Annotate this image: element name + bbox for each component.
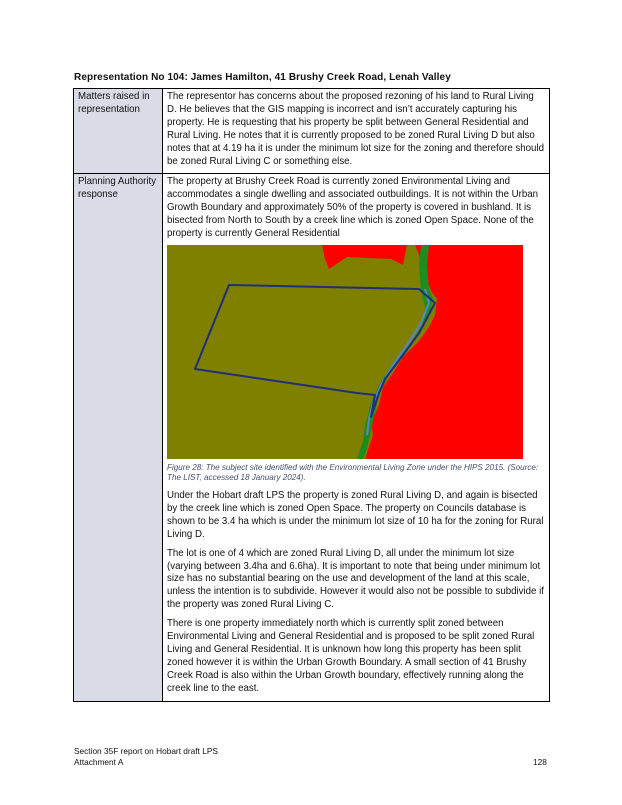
figure-caption: Figure 28: The subject site identified with the Environmental Living Zone under the HIPS 2015. (Source: The LIST, accessed 18 January 2024). xyxy=(167,462,539,483)
section-heading: Representation No 104: James Hamilton, 41 Brushy Creek Road, Lenah Valley xyxy=(74,72,451,83)
row-label: Planning Authority response xyxy=(74,174,163,701)
matters-text: The representor has concerns about the proposed rezoning of his land to Rural Living D. He believes that the GIS mapping is incorrect and isn’t accurately capturing his property. He is requesting that his property be split between General Residential and Rural Living. He notes that it is currently proposed to be zoned Rural Living D but also notes that at 4.19 ha it is under the minimum lot size for the zoning and therefore should be zoned Rural Living C or something else. xyxy=(167,91,544,167)
representation-table xyxy=(73,88,550,702)
response-paragraph: Under the Hobart draft LPS the property is zoned Rural Living D, and again is bisected by the creek line which is zoned Open Space. The property on Councils database is shown to be 3.4 ha which is under the minimum lot size of 10 ha for the zoning for Rural Living D. xyxy=(167,489,544,540)
response-paragraph: There is one property immediately north which is currently split zoned between Environmental Living and General Residential and is proposed to be split zoned Rural Living and General Residential. It is unknown how long this property has been split zoned however it is within the Urban Growth Boundary. A small section of 41 Brushy Creek Road is also within the Urban Growth boundary, effectively running along the creek line to the east. xyxy=(167,618,535,694)
page-footer xyxy=(74,746,218,767)
response-paragraph: The lot is one of 4 which are zoned Rural Living D, all under the minimum lot size (varying between 3.4ha and 6.6ha). It is important to note that being under minimum lot size has no substantial bearing on the use and development of the land at this scale, unless the intention is to subdivide. However it would also not be possible to subdivide if the property was zoned Rural Living C. xyxy=(167,547,544,611)
footer-attachment: Attachment A xyxy=(74,756,124,767)
page-number: 128 xyxy=(533,757,547,767)
zoning-map xyxy=(167,245,523,459)
response-intro: The property at Brushy Creek Road is currently zoned Environmental Living and accommodates a single dwelling and associated outbuildings. It is not within the Urban Growth Boundary and approximately 50% of the property is covered in bushland. It is bisected from North to South by a creek line which is zoned Open Space. None of the property is currently General Residential xyxy=(167,176,539,240)
row-content xyxy=(163,89,550,174)
footer-report-title: Section 35F report on Hobart draft LPS xyxy=(74,746,218,756)
table-row xyxy=(74,174,550,701)
row-label: Matters raised in representation xyxy=(74,89,163,174)
table-row xyxy=(74,89,550,174)
row-content xyxy=(163,174,550,701)
